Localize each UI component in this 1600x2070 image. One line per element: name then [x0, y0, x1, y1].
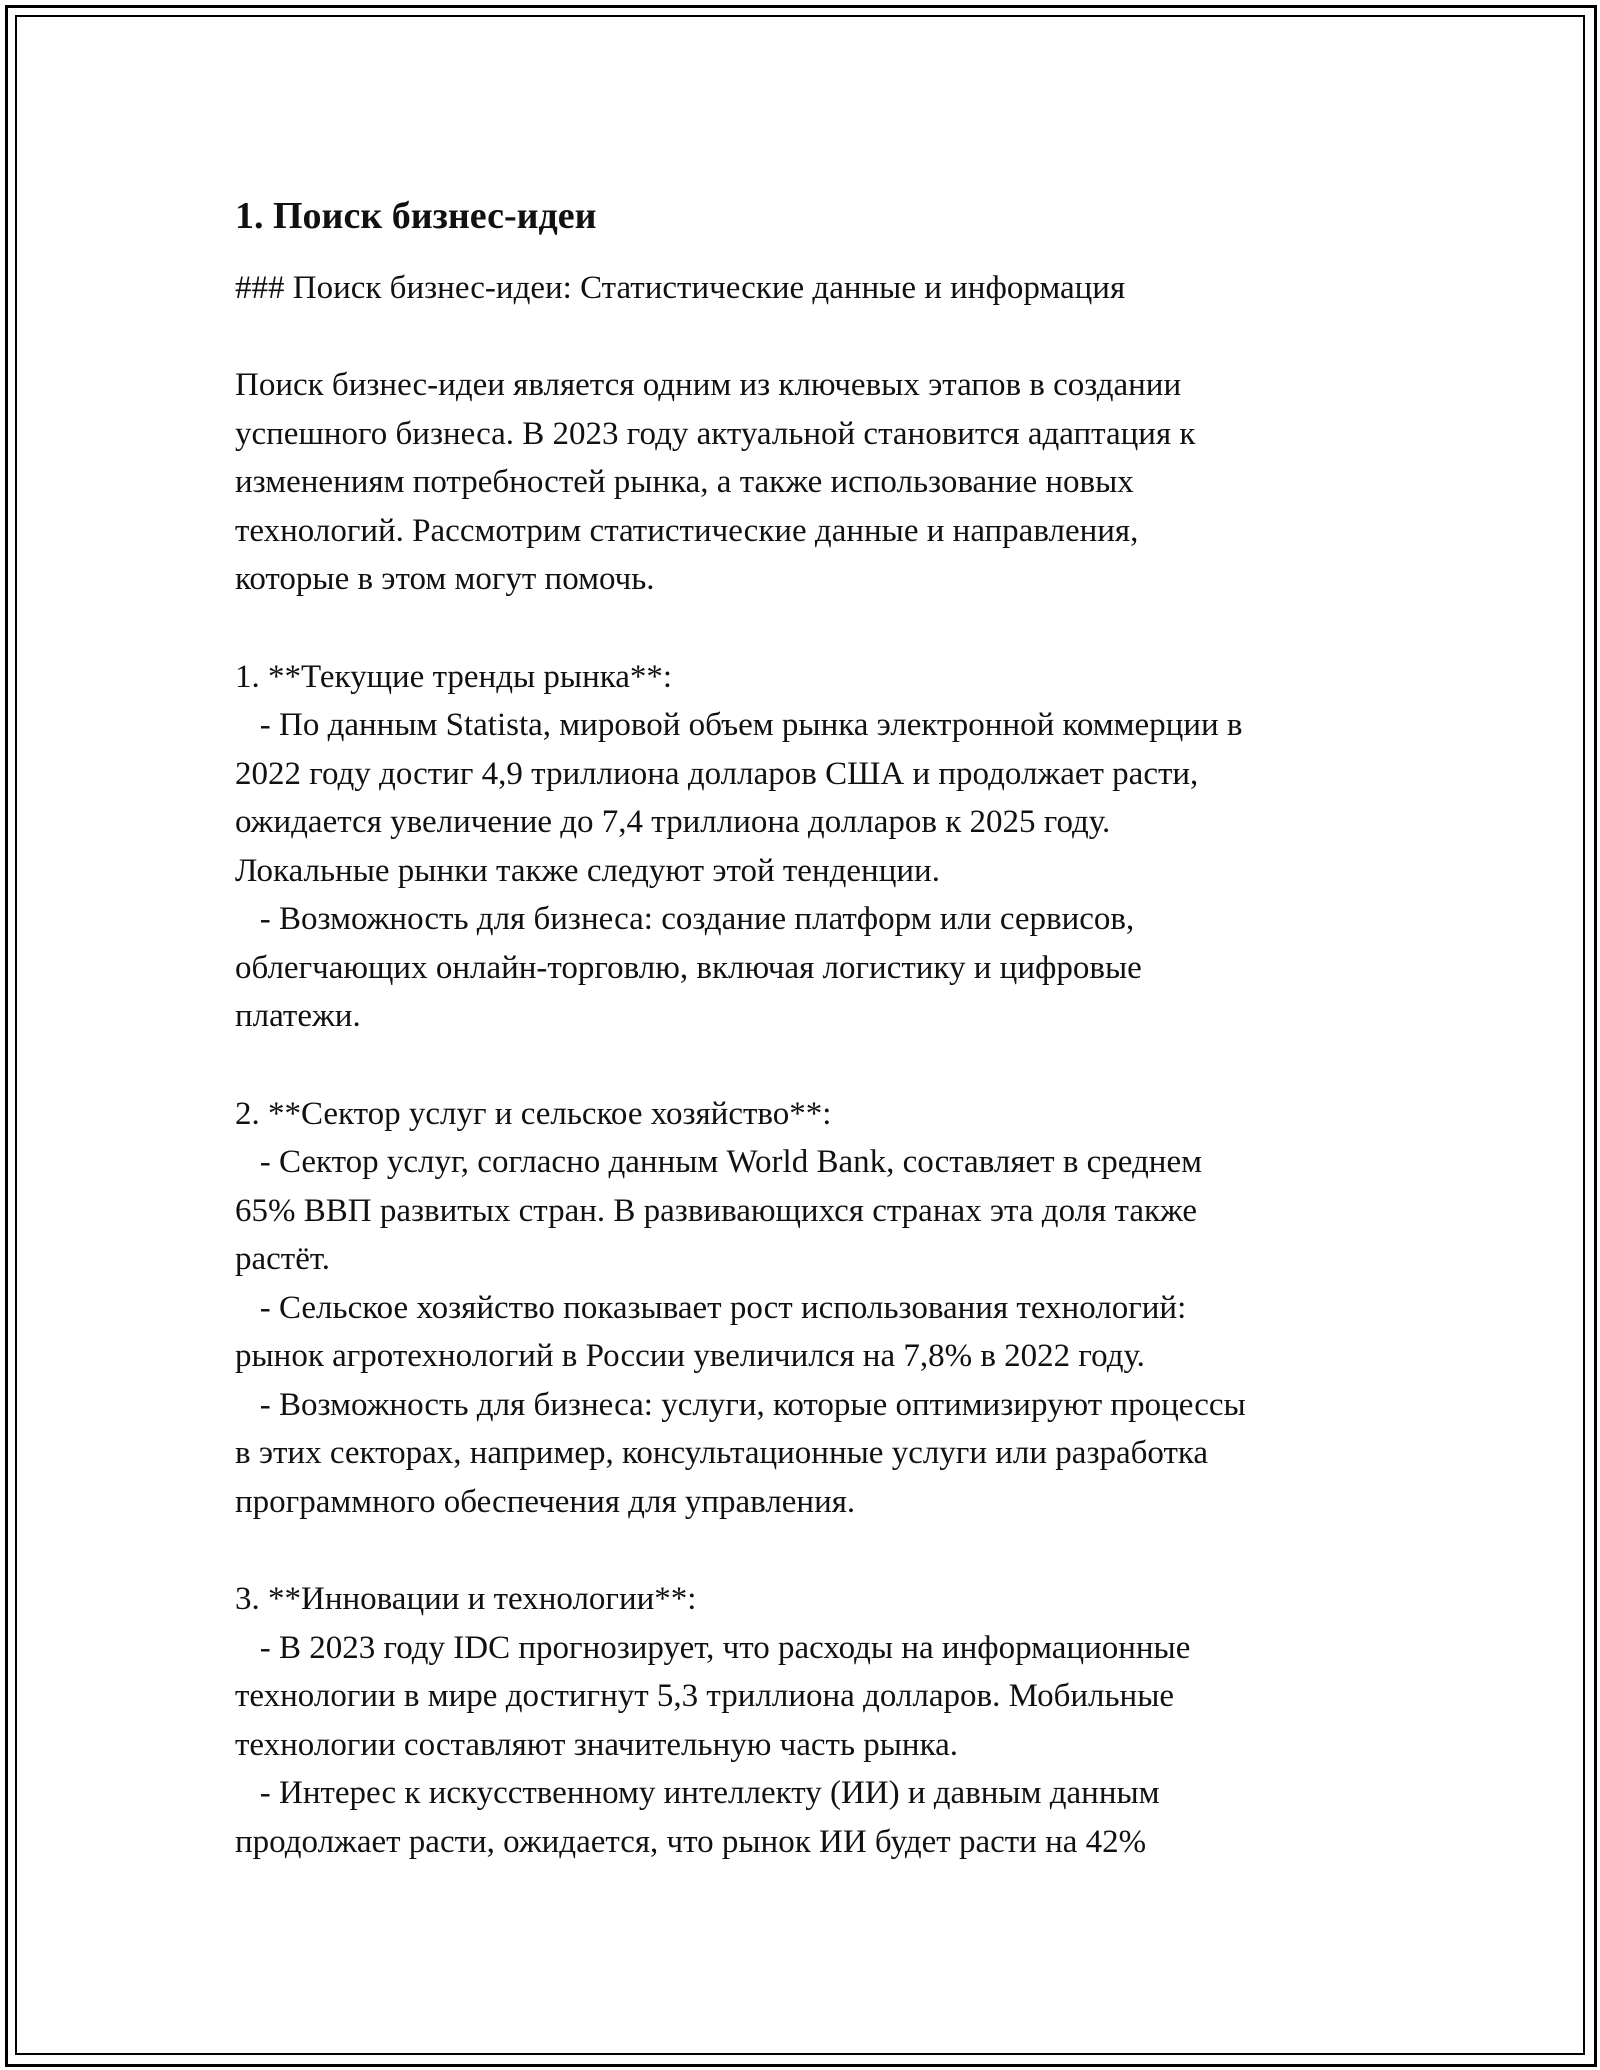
section-innovation-technology — [235, 1575, 1385, 1866]
section-market-trends — [235, 653, 1385, 1041]
section-services-agriculture — [235, 1090, 1385, 1527]
section-heading: 2. **Сектор услуг и сельское хозяйство**: — [235, 1095, 832, 1132]
text-line: продолжает расти, ожидается, что рынок ИИ будет расти на 42% — [235, 1823, 1147, 1860]
text-line: 65% ВВП развитых стран. В развивающихся странах эта доля также — [235, 1192, 1198, 1229]
text-line: Локальные рынки также следуют этой тенденции. — [235, 852, 940, 889]
text-line: платежи. — [235, 998, 361, 1034]
page-title: 1. Поиск бизнес-идеи — [235, 195, 597, 237]
text-line: - Сельское хозяйство показывает рост использования технологий: — [235, 1289, 1187, 1326]
text-line: 2022 году достиг 4,9 триллиона долларов США и продолжает расти, — [235, 755, 1199, 792]
text-line: - В 2023 году IDC прогнозирует, что расходы на информационные — [235, 1629, 1191, 1666]
text-line: которые в этом могут помочь. — [235, 561, 655, 597]
text-line: технологии составляют значительную часть рынка. — [235, 1726, 959, 1763]
text-line: - Сектор услуг, согласно данным World Bank, составляет в среднем — [235, 1144, 1202, 1180]
text-line: - По данным Statista, мировой объем рынка электронной коммерции в — [235, 707, 1243, 743]
text-line: растёт. — [235, 1241, 331, 1277]
text-line: - Возможность для бизнеса: услуги, которые оптимизируют процессы — [235, 1386, 1246, 1423]
text-line: программного обеспечения для управления. — [235, 1483, 856, 1520]
text-line: - Интерес к искусственному интеллекту (ИИ) и давным данным — [235, 1775, 1160, 1811]
section-heading: 1. **Текущие тренды рынка**: — [235, 658, 673, 695]
text-line: технологии в мире достигнут 5,3 триллиона долларов. Мобильные — [235, 1678, 1175, 1714]
text-line: изменениям потребностей рынка, а также использование новых — [235, 464, 1134, 500]
text-line: технологий. Рассмотрим статистические данные и направления, — [235, 512, 1139, 549]
text-line: ожидается увеличение до 7,4 триллиона долларов к 2025 году. — [235, 804, 1111, 840]
text-line: успешного бизнеса. В 2023 году актуальной становится адаптация к — [235, 415, 1196, 452]
text-line: Поиск бизнес-идеи является одним из ключевых этапов в создании — [235, 367, 1182, 403]
intro-paragraph — [235, 361, 1385, 604]
document-subheading: ### Поиск бизнес-идеи: Статистические данные и информация — [235, 270, 1126, 306]
text-line: рынок агротехнологий в России увеличился на 7,8% в 2022 году. — [235, 1338, 1145, 1374]
document-body — [235, 188, 1385, 1866]
section-heading: 3. **Инновации и технологии**: — [235, 1581, 697, 1617]
text-line: в этих секторах, например, консультационные услуги или разработка — [235, 1435, 1209, 1471]
text-line: облегчающих онлайн-торговлю, включая логистику и цифровые — [235, 949, 1142, 986]
text-line: - Возможность для бизнеса: создание платформ или сервисов, — [235, 901, 1135, 937]
